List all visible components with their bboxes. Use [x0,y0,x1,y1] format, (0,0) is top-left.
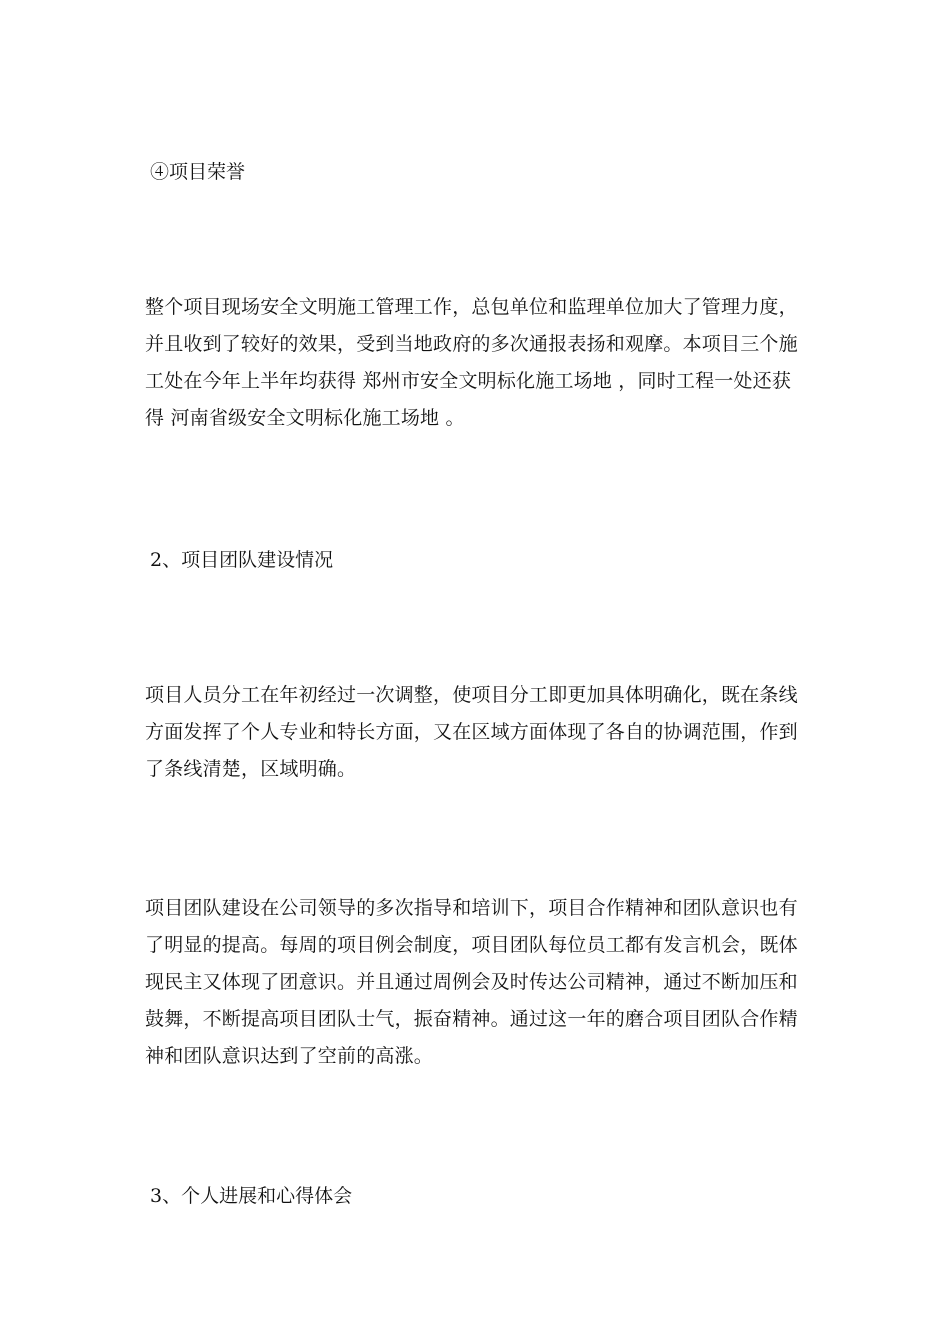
paragraph-line: 鼓舞，不断提高项目团队士气，振奋精神。通过这一年的磨合项目团队合作精 [145,1008,798,1030]
paragraph-line: 项目团队建设在公司领导的多次指导和培训下，项目合作精神和团队意识也有 [145,897,798,919]
section-heading-project-honors: ④项目荣誉 [150,161,246,183]
paragraph-line: 整个项目现场安全文明施工管理工作，总包单位和监理单位加大了管理力度， [145,296,798,318]
paragraph-line: 了明显的提高。每周的项目例会制度，项目团队每位员工都有发言机会，既体 [145,934,798,956]
paragraph-line: 了条线清楚，区域明确。 [145,758,357,780]
paragraph-line: 方面发挥了个人专业和特长方面，又在区域方面体现了各自的协调范围，作到 [145,721,798,743]
paragraph-line: 得 河南省级安全文明标化施工场地 。 [145,407,465,429]
paragraph-line: 工处在今年上半年均获得 郑州市安全文明标化施工场地 ，同时工程一处还获 [145,370,792,392]
paragraph-safety-management [145,289,810,437]
paragraph-line: 神和团队意识达到了空前的高涨。 [145,1045,434,1067]
paragraph-staff-division [145,677,810,788]
section-heading-personal-progress: 3、个人进展和心得体会 [150,1185,353,1207]
paragraph-line: 现民主又体现了团意识。并且通过周例会及时传达公司精神，通过不断加压和 [145,971,798,993]
paragraph-line: 并且收到了较好的效果，受到当地政府的多次通报表扬和观摩。本项目三个施 [145,333,798,355]
paragraph-line: 项目人员分工在年初经过一次调整，使项目分工即更加具体明确化，既在条线 [145,684,798,706]
section-heading-team-building: 2、项目团队建设情况 [150,549,334,571]
paragraph-team-spirit [145,890,810,1075]
